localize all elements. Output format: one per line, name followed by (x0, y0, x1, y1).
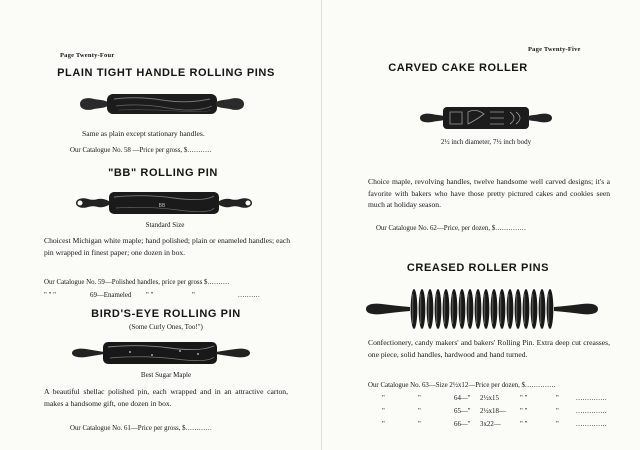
catalogue-64-ditto-1: " (382, 395, 385, 402)
catalogue-66-ditto-2: " (418, 421, 421, 428)
creased-pin-ridge (547, 289, 554, 329)
creased-pin-ridge (491, 289, 498, 329)
catalogue-69-text: 69—Enameled (90, 292, 132, 299)
catalogue-63-line (368, 382, 556, 389)
catalogue-66-price-blank: .............. (576, 421, 608, 428)
catalogue-63-prefix: Our Catalogue No. (368, 382, 421, 389)
carved-roller-description: Choice maple, revolving handles, twelve handsome well carved designs; it's a favorite with bakers who have those pretty pictured cakes and cookies seen much at holiday season. (368, 177, 610, 209)
creased-pin-svg (364, 286, 600, 332)
catalogue-63-size: 2½x12—Price per dozen, $ (449, 382, 525, 389)
catalogue-64-ditto-3: " " (520, 395, 528, 402)
catalogue-58-text: Our Catalogue No. 58 —Price per gross, $ (70, 147, 188, 154)
catalogue-62-price-blank: .............. (495, 225, 527, 232)
catalogue-64-ditto-2: " (418, 395, 421, 402)
creased-roller-pin-image (364, 286, 600, 332)
catalogue-58-price-blank: ........... (187, 147, 212, 154)
birdseye-rolling-pin-image (70, 338, 252, 368)
catalogue-63-price-blank: .............. (524, 382, 557, 389)
catalogue-69-ditto: " " " (44, 292, 56, 299)
catalogue-69-line (44, 292, 260, 299)
creased-pin-ridge (539, 289, 546, 329)
catalogue-65-size: 2½x18— (480, 408, 506, 415)
catalogue-65-line (382, 408, 607, 415)
right-page (322, 0, 640, 450)
carved-roller-caption: 2½ inch diameter, 7½ inch body (440, 138, 532, 146)
catalogue-69-ditto-2: " " (146, 292, 154, 299)
catalogue-66-ditto-4: " (556, 421, 559, 428)
page-label: Page Twenty-Five (528, 46, 581, 53)
catalogue-66-ditto-3: " " (520, 421, 528, 428)
carved-roller-heading: CARVED CAKE ROLLER (388, 62, 528, 74)
plain-pins-heading: PLAIN TIGHT HANDLE ROLLING PINS (57, 67, 275, 79)
creased-pin-ridge (451, 289, 458, 329)
catalogue-62-line (376, 225, 526, 232)
catalogue-69-ditto-3: " (192, 292, 195, 299)
creased-roller-heading: CREASED ROLLER PINS (406, 262, 550, 274)
creased-pin-ridge (507, 289, 514, 329)
plain-pins-description: Same as plain except stationary handles. (82, 129, 205, 138)
catalogue-66-line (382, 421, 607, 428)
catalogue-63-number: 63—Size (421, 382, 448, 389)
creased-pin-left-handle (366, 304, 410, 315)
creased-pin-ridge (411, 289, 418, 329)
creased-pin-ridge (523, 289, 530, 329)
creased-pin-ridge (443, 289, 450, 329)
creased-pin-ridge (467, 289, 474, 329)
bb-pin-stamp: BB (158, 203, 166, 209)
catalogue-62-text: Our Catalogue No. 62—Price, per dozen, $ (376, 225, 496, 232)
carved-cake-roller-image (418, 102, 554, 134)
catalogue-65-number: 65—" (454, 408, 471, 415)
birdseye-pin-caption: Best Sugar Maple (140, 371, 192, 379)
catalogue-59-line (44, 279, 230, 286)
catalogue-69-price-blank: .......... (238, 292, 261, 299)
catalogue-65-ditto-3: " " (520, 408, 528, 415)
bb-pin-heading: "BB" ROLLING PIN (108, 167, 218, 179)
birdseye-pin-subheading: (Some Curly Ones, Too!") (129, 323, 203, 331)
bb-pin-caption: Standard Size (145, 221, 185, 229)
creased-pin-ridge (419, 289, 426, 329)
page-label: Page Twenty-Four (60, 52, 115, 59)
catalogue-65-ditto-1: " (382, 408, 385, 415)
catalogue-64-line (382, 395, 607, 402)
plain-rolling-pin-image (78, 87, 246, 121)
catalogue-65-ditto-4: " (556, 408, 559, 415)
catalogue-58-line (70, 147, 212, 154)
catalogue-66-number: 66—" (454, 421, 471, 428)
creased-pin-ridge (483, 289, 490, 329)
creased-pin-ridge (427, 289, 434, 329)
catalogue-61-line (70, 425, 212, 432)
catalogue-64-number: 64—" (454, 395, 471, 402)
catalogue-61-text: Our Catalogue No. 61—Price per gross, $ (70, 425, 186, 432)
catalogue-64-ditto-4: " (556, 395, 559, 402)
creased-pin-ridge (515, 289, 522, 329)
catalogue-61-price-blank: ............ (185, 425, 213, 432)
bb-pin-description: Choicest Michigan white maple; hand polished; plain or enameled handles; each pin wrapped in finest paper; one dozen in box. (44, 236, 290, 257)
catalogue-66-size: 3x22— (480, 421, 501, 428)
catalogue-65-ditto-2: " (418, 408, 421, 415)
birdseye-pin-heading: BIRD'S-EYE ROLLING PIN (91, 308, 241, 320)
bb-rolling-pin-image (74, 186, 254, 220)
catalogue-66-ditto-1: " (382, 421, 385, 428)
creased-roller-description: Confectionery, candy makers' and bakers' Rolling Pin. Extra deep cut creasses, one piece, solid handles, hardwood and hand turned. (368, 338, 610, 359)
catalogue-59-price-blank: .......... (207, 279, 230, 286)
creased-pin-ridge (435, 289, 442, 329)
creased-pin-ridge (475, 289, 482, 329)
creased-pin-ridge (459, 289, 466, 329)
creased-pin-ridge (499, 289, 506, 329)
catalogue-64-price-blank: .............. (576, 395, 608, 402)
catalogue-65-price-blank: .............. (576, 408, 608, 415)
birdseye-pin-description: A beautiful shellac polished pin, each wrapped and in an attractive carton, makes a handsome gift, one dozen in box. (44, 387, 288, 408)
catalogue-59-text: Our Catalogue No. 59—Polished handles, price per gross $ (44, 279, 208, 286)
creased-pin-right-handle (554, 304, 598, 315)
catalogue-64-size: 2½x15 (480, 395, 499, 402)
creased-pin-ridge (531, 289, 538, 329)
